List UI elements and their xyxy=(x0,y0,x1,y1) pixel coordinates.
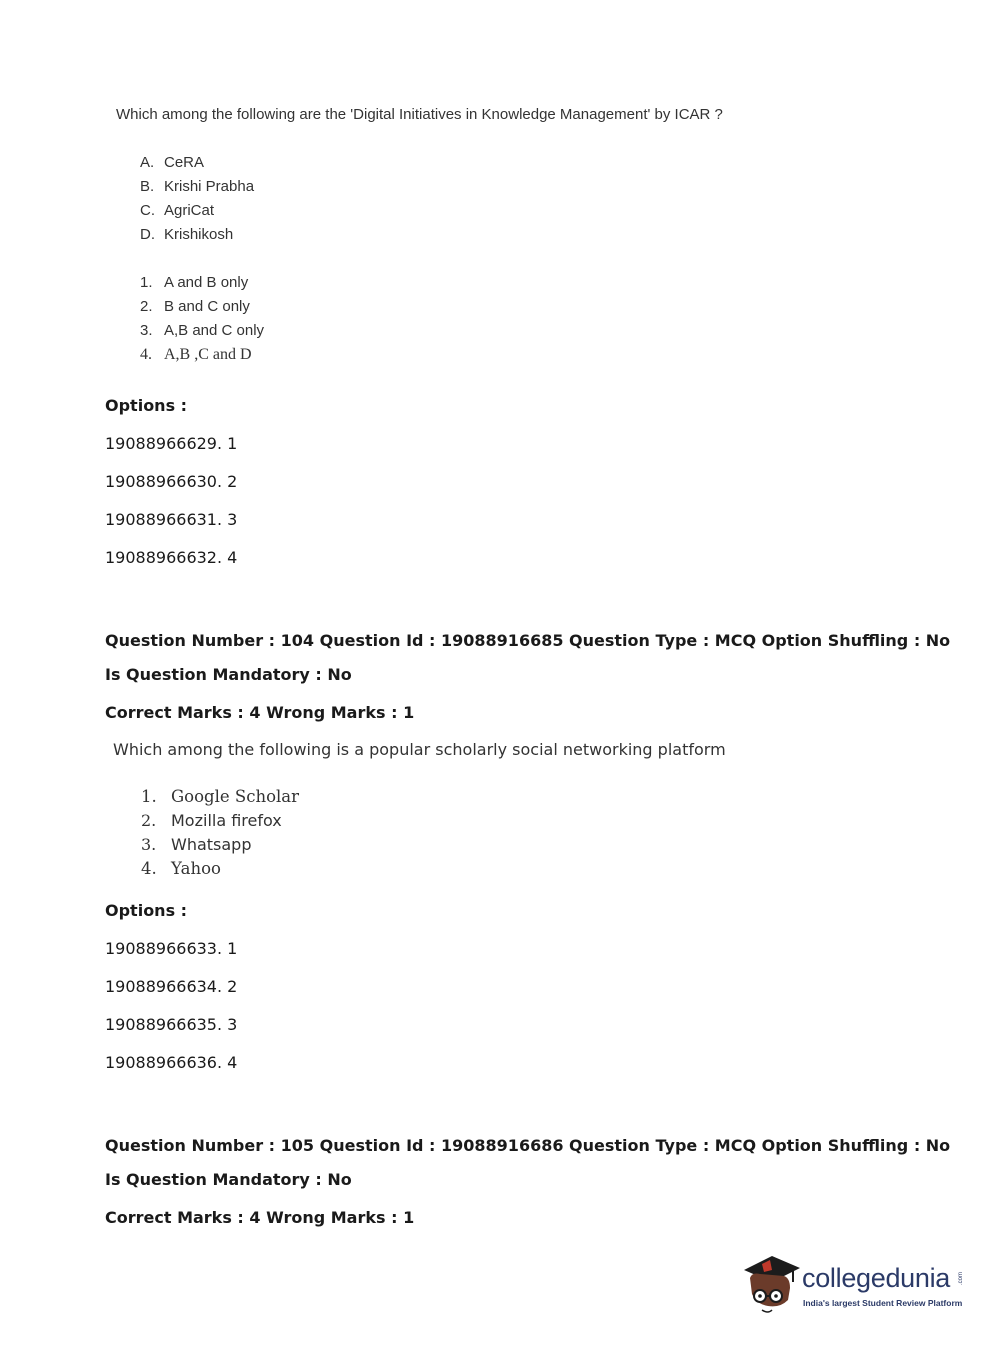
statement-item: A. CeRA xyxy=(140,154,205,171)
statement-item: B. Krishi Prabha xyxy=(140,178,255,195)
choice-item: 4. A,B ,C and D xyxy=(140,346,252,363)
question-103-choices xyxy=(140,271,264,367)
option-id: 19088966631. 3 xyxy=(105,510,238,529)
options-label: Options : xyxy=(105,396,188,415)
statement-item: D. Krishikosh xyxy=(140,226,234,243)
option-id: 19088966632. 4 xyxy=(105,548,238,567)
options-label: Options : xyxy=(105,901,188,920)
question-105-mandatory: Is Question Mandatory : No xyxy=(105,1170,352,1189)
mascot-graduation-cap-icon xyxy=(740,1248,804,1318)
statement-item: C. AgriCat xyxy=(140,202,215,219)
choice-item: 3. A,B and C only xyxy=(140,322,265,339)
option-id: 19088966636. 4 xyxy=(105,1053,238,1072)
question-104-meta: Question Number : 104 Question Id : 19088916685 Question Type : MCQ Option Shuffling : No xyxy=(105,631,951,650)
choice-item: 1. A and B only xyxy=(140,274,249,291)
brand-tagline: India's largest Student Review Platform xyxy=(803,1298,963,1308)
question-104-marks: Correct Marks : 4 Wrong Marks : 1 xyxy=(105,703,415,722)
choice-item: 3. Whatsapp xyxy=(141,835,252,854)
question-103-text: Which among the following are the 'Digital Initiatives in Knowledge Management' by ICAR ? xyxy=(116,106,723,123)
option-id: 19088966630. 2 xyxy=(105,472,238,491)
question-103-statements xyxy=(140,151,254,247)
option-id: 19088966629. 1 xyxy=(105,434,238,453)
question-104-mandatory: Is Question Mandatory : No xyxy=(105,665,352,684)
question-104-choices xyxy=(141,785,299,881)
option-id: 19088966634. 2 xyxy=(105,977,238,996)
question-105-meta: Question Number : 105 Question Id : 19088916686 Question Type : MCQ Option Shuffling : No xyxy=(105,1136,951,1155)
choice-item: 2. B and C only xyxy=(140,298,250,315)
choice-item: 2. Mozilla firefox xyxy=(141,811,282,830)
choice-item: 1. Google Scholar xyxy=(141,787,300,806)
option-id: 19088966633. 1 xyxy=(105,939,238,958)
option-id: 19088966635. 3 xyxy=(105,1015,238,1034)
brand-name: collegedunia xyxy=(802,1263,951,1293)
choice-item: 4. Yahoo xyxy=(141,859,221,878)
question-105-marks: Correct Marks : 4 Wrong Marks : 1 xyxy=(105,1208,415,1227)
brand-suffix: .com xyxy=(958,1272,964,1286)
question-104-text: Which among the following is a popular scholarly social networking platform xyxy=(113,740,726,759)
